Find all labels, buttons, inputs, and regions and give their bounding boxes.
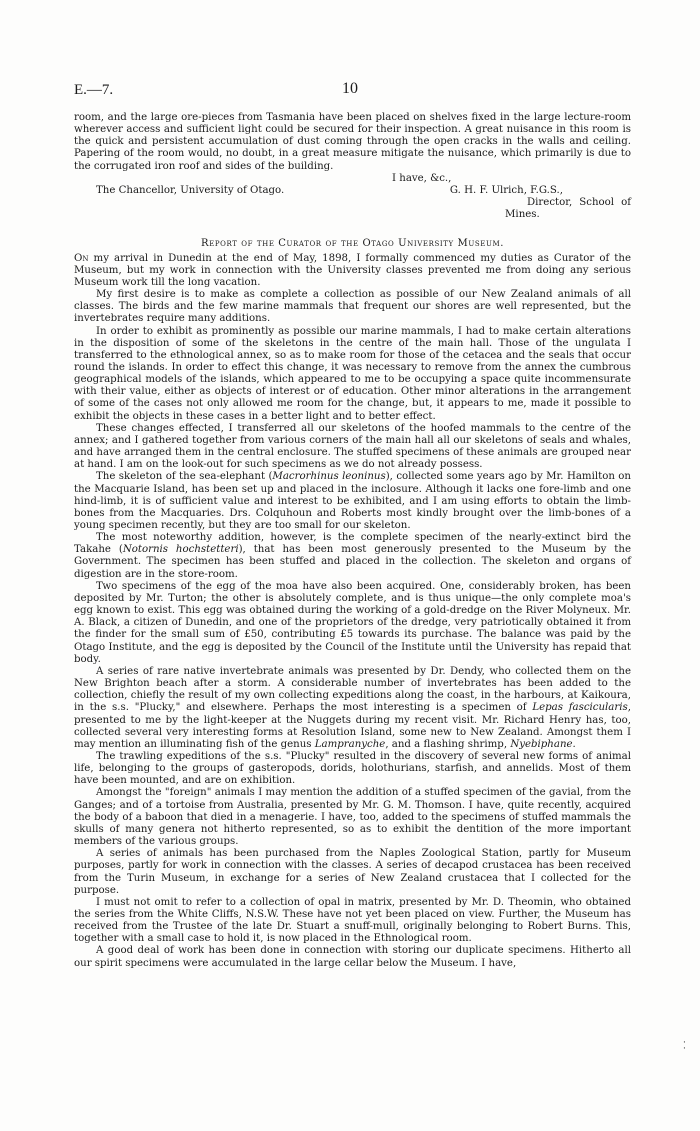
- document-body: [74, 112, 631, 970]
- report-heading: Report of the Curator of the Otago University Museum.: [200, 238, 505, 250]
- signature-closing: I have, &c.,: [392, 172, 452, 184]
- document-reference: E.—7.: [74, 82, 114, 98]
- signature-title: Director, School of Mines.: [505, 197, 631, 221]
- report-paragraph: Two specimens of the egg of the moa have also been acquired. One, considerably broken, has been deposited by Mr. Turton; the other is absolutely complete, and is thus unique—the only complete moa's egg known to exist. This egg was obtained during the working of a gold-dredge on the River Molyneux. Mr. A. Black, a citizen of Dunedin, and one of the proprietors of the dredge, very patriotically obtained it from the finder for the small sum of £50, contributing £5 towards its purchase. The balance was paid by the Otago Institute, and the egg is deposited by the Council of the Institute until the University has repaid that body.: [74, 580, 631, 665]
- report-paragraph: Amongst the "foreign" animals I may mention the addition of a stuffed specimen of the gavial, from the Ganges; and of a tortoise from Australia, presented by Mr. G. M. Thomson. I have, quite recently, acquired the body of a baboon that died in a menagerie. I have, too, added to the specimens of stuffed mammals the skulls of many genera not hitherto represented, so as to exhibit the dentition of the more important members of the various groups.: [74, 787, 631, 848]
- paragraph-continuation: room, and the large ore-pieces from Tasmania have been placed on shelves fixed in the large lecture-room wherever access and sufficient light could be secured for their inspection. A great nuisance in this room is the quick and persistent accumulation of dust coming through the open cracks in the walls and ceiling. Papering of the room would, no doubt, in a great measure mitigate the nuisance, which primarily is due to the corrugated iron roof and sides of the building.: [74, 112, 631, 172]
- margin-mark: · ·: [683, 1038, 686, 1054]
- report-paragraph: A series of rare native invertebrate animals was presented by Dr. Dendy, who collected them on the New Brighton beach after a storm. A considerable number of invertebrates has been added to the collection, chiefly the result of my own collecting expeditions along the coast, in the harbours, at Kaikoura, in the s.s. "Plucky," and elsewhere. Perhaps the most interesting is a specimen of Lepas fascicularis, presented to me by the light-keeper at the Nuggets during my recent visit. Mr. Richard Henry has, too, collected several very interesting forms at Resolution Island, some new to New Zealand. Amongst them I may mention an illuminating fish of the genus Lampranyche, and a flashing shrimp, Nyebiphane.: [74, 665, 631, 750]
- report-paragraph: My first desire is to make as complete a collection as possible of our New Zealand animals of all classes. The birds and the few marine mammals that frequent our shores are well represented, but the invertebrates require many additions.: [74, 289, 631, 325]
- report-paragraph: The most noteworthy addition, however, is the complete specimen of the nearly-extinct bird the Takahe (Notornis hochstetteri), that has been most generously presented to the Museum by the Government. The specimen has been stuffed and placed in the collection. The skeleton and organs of digestion are in the store-room.: [74, 532, 631, 580]
- report-paragraph: A series of animals has been purchased from the Naples Zoological Station, partly for Museum purposes, partly for work in connection with the classes. A series of decapod crustacea has been received from the Turin Museum, in exchange for a series of New Zealand crustacea that I collected for the purpose.: [74, 848, 631, 896]
- report-paragraph: These changes effected, I transferred all our skeletons of the hoofed mammals to the centre of the annex; and I gathered together from various corners of the main hall all our skeletons of seals and whales, and have arranged them in the central enclosure. The stuffed specimens of these animals are grouped near at hand. I am on the look-out for such specimens as we do not already possess.: [74, 422, 631, 471]
- signature-addressee: The Chancellor, University of Otago.: [96, 184, 285, 196]
- signature-name: G. H. F. Ulrich, F.G.S.,: [449, 184, 563, 196]
- report-paragraph: On my arrival in Dunedin at the end of May, 1898, I formally commenced my duties as Curator of the Museum, but my work in connection with the University classes prevented me from doing any serious Museum work till the long vacation.: [74, 252, 631, 288]
- report-paragraph: In order to exhibit as prominently as possible our marine mammals, I had to make certain alterations in the disposition of some of the skeletons in the centre of the main hall. Those of the ungulata I transferred to the ethnological annex, so as to make room for those of the cetacea and the seals that occur round the islands. In order to effect this change, it was necessary to remove from the annex the cumbrous geographical models of the islands, which appeared to me to be occupying a space quite incommensurate with their value, either as objects of interest or of education. Other minor alterations in the arrangement of some of the cases not only allowed me room for the change, but, it appears to me, made it possible to exhibit the objects in these cases in a better light and to better effect.: [74, 325, 631, 422]
- report-paragraph: The trawling expeditions of the s.s. "Plucky" resulted in the discovery of several new forms of animal life, belonging to the groups of gasteropods, dorids, holothurians, starfish, and annelids. Most of them have been mounted, and are on exhibition.: [74, 750, 631, 787]
- page-number: 10: [342, 80, 358, 97]
- report-paragraph: A good deal of work has been done in connection with storing our duplicate specimens. Hitherto all our spirit specimens were accumulated in the large cellar below the Museum. I have,: [74, 945, 631, 969]
- report-paragraph: I must not omit to refer to a collection of opal in matrix, presented by Mr. D. Theomin, who obtained the series from the White Cliffs, N.S.W. These have not yet been placed on view. Further, the Museum has received from the Trustee of the late Dr. Stuart a snuff-mull, originally belonging to Robert Burns. This, together with a small case to hold it, is now placed in the Ethnological room.: [74, 896, 631, 945]
- report-paragraph: The skeleton of the sea-elephant (Macrorhinus leoninus), collected some years ago by Mr. Hamilton on the Macquarie Island, has been set up and placed in the inclosure. Although it lacks one fore-limb and one hind-limb, it is of sufficient value and interest to be exhibited, and I am using efforts to obtain the limb-bones from the Macquaries. Drs. Colquhoun and Roberts most kindly brought over the limb-bones of a young specimen recently, but they are too small for our skeleton.: [74, 471, 631, 531]
- signature-block: [74, 173, 631, 222]
